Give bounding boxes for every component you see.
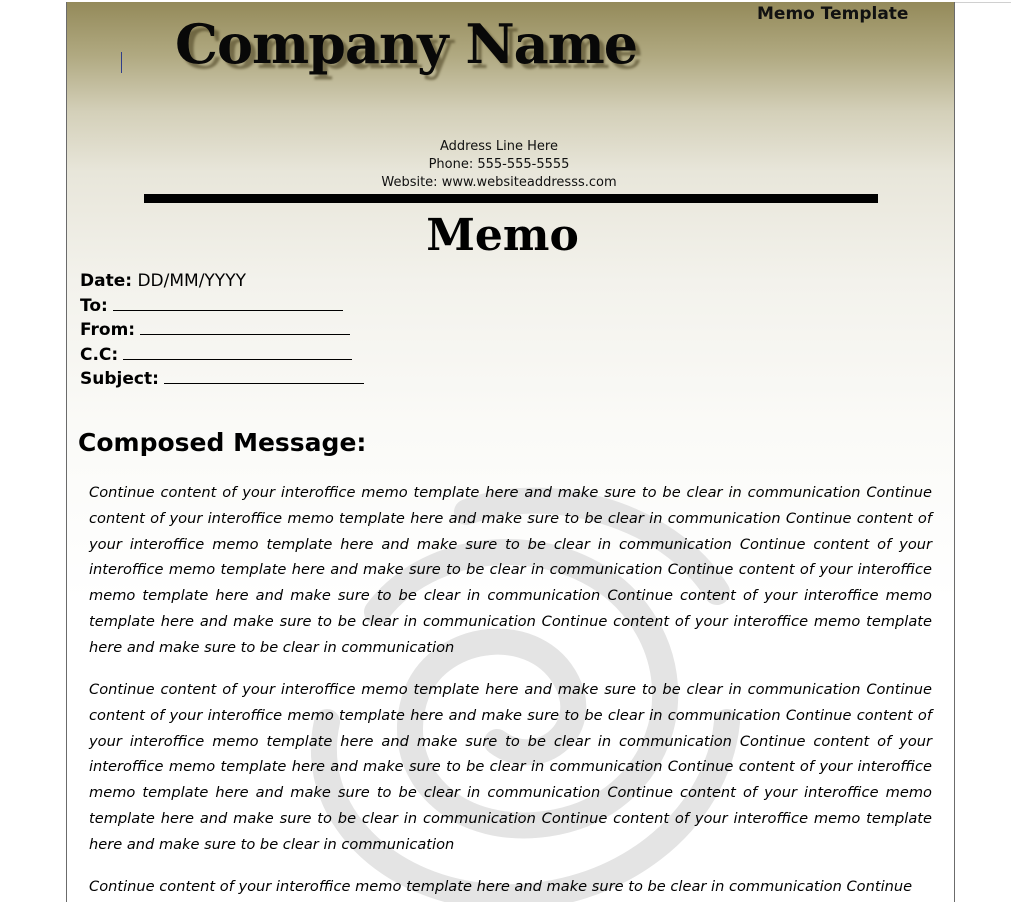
text-cursor — [121, 52, 122, 73]
memo-title[interactable]: Memo — [426, 210, 579, 261]
message-paragraph[interactable]: Continue content of your interoffice memo template here and make sure to be clear in communication Continue — [89, 878, 913, 895]
company-name[interactable]: Company Name — [175, 12, 638, 76]
date-label: Date: — [80, 271, 133, 291]
subject-field[interactable] — [80, 368, 364, 390]
date-field[interactable] — [80, 270, 246, 292]
from-blank-line[interactable] — [140, 320, 350, 335]
to-label: To: — [80, 296, 108, 316]
from-field[interactable] — [80, 319, 350, 341]
to-blank-line[interactable] — [113, 296, 343, 311]
phone-line[interactable]: Phone: 555-555-5555 — [428, 157, 570, 172]
header-divider — [144, 194, 878, 203]
memo-page — [66, 2, 955, 902]
cc-field[interactable] — [80, 344, 352, 366]
address-line[interactable]: Address Line Here — [440, 139, 558, 154]
message-paragraph[interactable]: Continue content of your interoffice memo template here and make sure to be clear in communication Continue content of your interoffice memo template here and make sure to be clear in communication Continue content of your interoffice memo template here and make sure to be clear in communication Continue content of your interoffice memo template here and make sure to be clear in communication Continue content of your interoffice memo template here and make sure to be clear in communication Continue content of your interoffice memo template here and make sure to be clear in communication Continue content of your interoffice memo template here and make sure to be clear in communication — [89, 484, 932, 656]
document-label: Memo Template — [757, 4, 909, 24]
composed-message-heading[interactable]: Composed Message: — [78, 428, 367, 457]
date-value[interactable]: DD/MM/YYYY — [137, 271, 246, 291]
cc-blank-line[interactable] — [123, 345, 352, 360]
page-edge-rule — [955, 2, 1011, 3]
from-label: From: — [80, 320, 136, 340]
message-paragraph[interactable]: Continue content of your interoffice memo template here and make sure to be clear in communication Continue content of your interoffice memo template here and make sure to be clear in communication Continue content of your interoffice memo template here and make sure to be clear in communication Continue content of your interoffice memo template here and make sure to be clear in communication Continue content of your interoffice memo template here and make sure to be clear in communication Continue content of your interoffice memo template here and make sure to be clear in communication Continue content of your interoffice memo template here and make sure to be clear in communication — [89, 681, 932, 853]
subject-label: Subject: — [80, 369, 159, 389]
subject-blank-line[interactable] — [164, 369, 364, 384]
to-field[interactable] — [80, 295, 343, 317]
website-line[interactable]: Website: www.websiteaddresss.com — [381, 175, 617, 190]
cc-label: C.C: — [80, 345, 119, 365]
